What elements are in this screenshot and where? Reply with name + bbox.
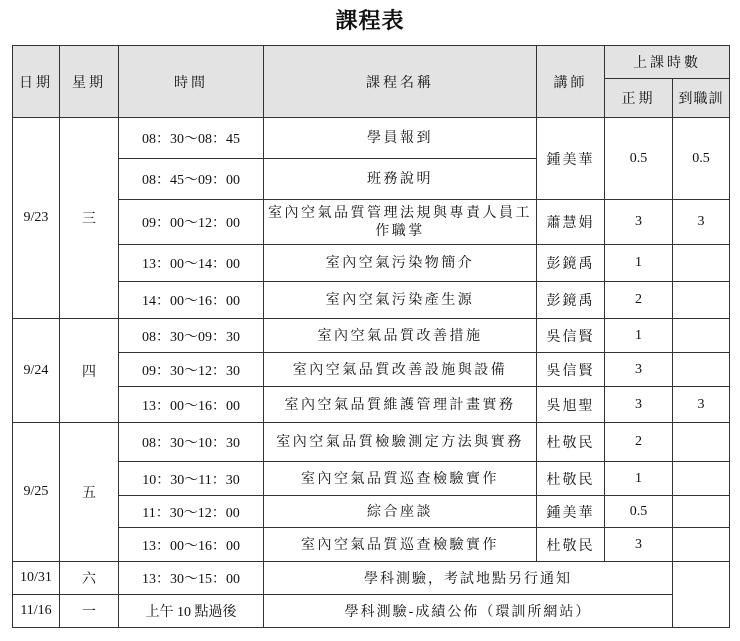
hours-regular-cell: 3: [605, 353, 673, 387]
hours-onjob-cell: [673, 319, 730, 353]
table-row: [13, 595, 730, 628]
page-title: 課程表: [335, 8, 405, 34]
schedule-table: [12, 45, 730, 628]
header-time: 時間: [119, 46, 264, 118]
hours-onjob-cell: [673, 462, 730, 496]
table-row: [13, 387, 730, 423]
time-cell: 11：30～12：00: [119, 496, 264, 528]
time-cell: 08：30～09：30: [119, 319, 264, 353]
time-cell: 09：30～12：30: [119, 353, 264, 387]
teacher-cell: 杜敬民: [537, 423, 605, 462]
weekday-cell: 三: [60, 118, 119, 319]
hours-regular-cell: 2: [605, 282, 673, 319]
date-cell: 9/23: [13, 118, 60, 319]
header-hours-regular: 正期: [605, 79, 673, 118]
time-cell: 08：30～08：45: [119, 118, 264, 159]
table-row: [13, 245, 730, 282]
table-row: [13, 353, 730, 387]
exam-note-cell: 學科測驗-成績公佈（環訓所網站）: [264, 595, 673, 628]
teacher-cell: 鍾美華: [537, 118, 605, 200]
hours-regular-cell: 1: [605, 319, 673, 353]
date-cell: 10/31: [13, 562, 60, 595]
header-teacher: 講師: [537, 46, 605, 118]
weekday-cell: 四: [60, 319, 119, 423]
table-row: [13, 528, 730, 562]
time-cell: 上午 10 點過後: [119, 595, 264, 628]
hours-regular-cell: 3: [605, 387, 673, 423]
table-row: [13, 282, 730, 319]
header-hours-onjob: 到職訓: [673, 79, 730, 118]
course-cell: 室內空氣品質改善設施與設備: [264, 353, 537, 387]
teacher-cell: 彭鏡禹: [537, 282, 605, 319]
teacher-cell: 吳旭聖: [537, 387, 605, 423]
teacher-cell: 吳信賢: [537, 319, 605, 353]
hours-onjob-cell: [673, 282, 730, 319]
date-cell: 9/24: [13, 319, 60, 423]
hours-onjob-cell: 3: [673, 200, 730, 245]
header-date: 日期: [13, 46, 60, 118]
time-cell: 13：00～14：00: [119, 245, 264, 282]
hours-onjob-cell: [673, 245, 730, 282]
hours-regular-cell: 2: [605, 423, 673, 462]
date-cell: 11/16: [13, 595, 60, 628]
table-row: [13, 423, 730, 462]
course-cell: 室內空氣品質維護管理計畫實務: [264, 387, 537, 423]
time-cell: 13：30～15：00: [119, 562, 264, 595]
hours-onjob-cell: [673, 423, 730, 462]
time-cell: 14：00～16：00: [119, 282, 264, 319]
time-cell: 08：45～09：00: [119, 159, 264, 200]
course-cell: 室內空氣品質巡查檢驗實作: [264, 462, 537, 496]
teacher-cell: 杜敬民: [537, 528, 605, 562]
hours-onjob-cell: 3: [673, 387, 730, 423]
course-cell: 學員報到: [264, 118, 537, 159]
hours-onjob-cell: [673, 562, 730, 628]
weekday-cell: 一: [60, 595, 119, 628]
hours-onjob-cell: [673, 496, 730, 528]
time-cell: 13：00～16：00: [119, 528, 264, 562]
weekday-cell: 五: [60, 423, 119, 562]
hours-onjob-cell: [673, 353, 730, 387]
weekday-cell: 六: [60, 562, 119, 595]
header-course: 課程名稱: [264, 46, 537, 118]
table-row: [13, 319, 730, 353]
teacher-cell: 吳信賢: [537, 353, 605, 387]
exam-note-cell: 學科測驗，考試地點另行通知: [264, 562, 673, 595]
hours-regular-cell: 1: [605, 245, 673, 282]
table-row: [13, 462, 730, 496]
course-cell: 室內空氣污染物簡介: [264, 245, 537, 282]
hours-regular-cell: 0.5: [605, 496, 673, 528]
time-cell: 09：00～12：00: [119, 200, 264, 245]
time-cell: 08：30～10：30: [119, 423, 264, 462]
header-weekday: 星期: [60, 46, 119, 118]
hours-regular-cell: 3: [605, 200, 673, 245]
teacher-cell: 蕭慧娟: [537, 200, 605, 245]
hours-regular-cell: 0.5: [605, 118, 673, 200]
teacher-cell: 彭鏡禹: [537, 245, 605, 282]
course-cell: 室內空氣品質巡查檢驗實作: [264, 528, 537, 562]
teacher-cell: 杜敬民: [537, 462, 605, 496]
hours-onjob-cell: [673, 528, 730, 562]
course-cell: 綜合座談: [264, 496, 537, 528]
course-cell: 室內空氣品質改善措施: [264, 319, 537, 353]
table-row: [13, 200, 730, 245]
hours-regular-cell: 1: [605, 462, 673, 496]
course-cell: 室內空氣品質檢驗測定方法與實務: [264, 423, 537, 462]
table-row: [13, 496, 730, 528]
time-cell: 13：00～16：00: [119, 387, 264, 423]
course-cell: 室內空氣污染產生源: [264, 282, 537, 319]
course-cell: 班務說明: [264, 159, 537, 200]
hours-onjob-cell: 0.5: [673, 118, 730, 200]
hours-regular-cell: 3: [605, 528, 673, 562]
table-row: [13, 562, 730, 595]
course-cell: 室內空氣品質管理法規與專責人員工作職掌: [264, 200, 537, 245]
date-cell: 9/25: [13, 423, 60, 562]
time-cell: 10：30～11：30: [119, 462, 264, 496]
header-hours-group: 上課時數: [605, 46, 730, 79]
table-row: [13, 118, 730, 159]
teacher-cell: 鍾美華: [537, 496, 605, 528]
